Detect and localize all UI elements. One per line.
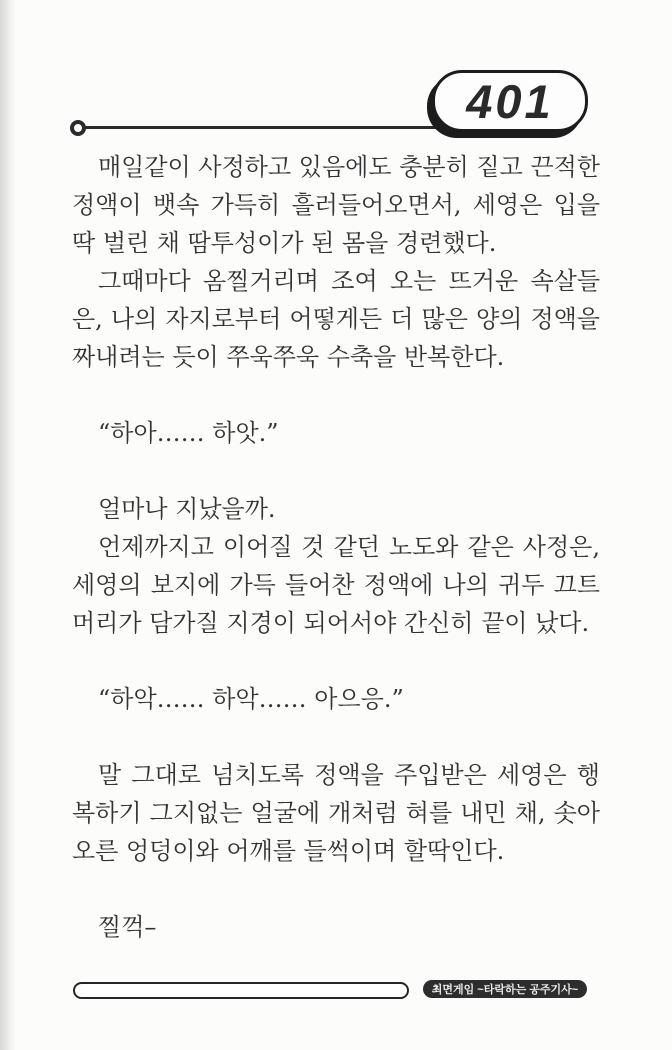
- dialogue-line-2: “하악…… 하악…… 아으응.”: [98, 685, 404, 713]
- page-number-badge: [432, 70, 588, 132]
- footer-pill-ornament: [73, 982, 409, 999]
- page-edge-shadow: [0, 0, 16, 1050]
- series-title-badge: [423, 980, 587, 998]
- paragraph-1: 매일같이 사정하고 있음에도 충분히 짙고 끈적한 정액이 뱃속 가득히 흘러들어오면서, 세영은 입을 딱 벌린 채 땀투성이가 된 몸을 경련했다.: [72, 153, 600, 257]
- paragraph-5: 말 그대로 넘치도록 정액을 주입받은 세영은 행복하기 그지없는 얼굴에 개처럼 혀를 내민 채, 솟아오른 엉덩이와 어깨를 들썩이며 할딱인다.: [72, 761, 600, 865]
- dialogue-line-1: “하아…… 하앗.”: [98, 419, 279, 447]
- page-number: 401: [466, 74, 554, 128]
- paragraph-4: 언제까지고 이어질 것 같던 노도와 같은 사정은, 세영의 보지에 가득 들어찬 정액에 나의 귀두 끄트머리가 담가질 지경이 되어서야 간신히 끝이 났다.: [72, 533, 600, 637]
- paragraph-2: 그때마다 옴찔거리며 조여 오는 뜨거운 속살들은, 나의 자지로부터 어떻게든 더 많은 양의 정액을 짜내려는 듯이 쭈욱쭈욱 수축을 반복한다.: [72, 267, 600, 371]
- header-rule: [85, 126, 441, 129]
- body-text: [72, 148, 600, 946]
- sfx-text: 찔꺽–: [98, 913, 157, 941]
- series-title: 최면게임 ~타락하는 공주기사~: [431, 984, 579, 996]
- paragraph-3: 얼마나 지났을까.: [98, 495, 276, 523]
- header-ring-ornament: [70, 120, 86, 136]
